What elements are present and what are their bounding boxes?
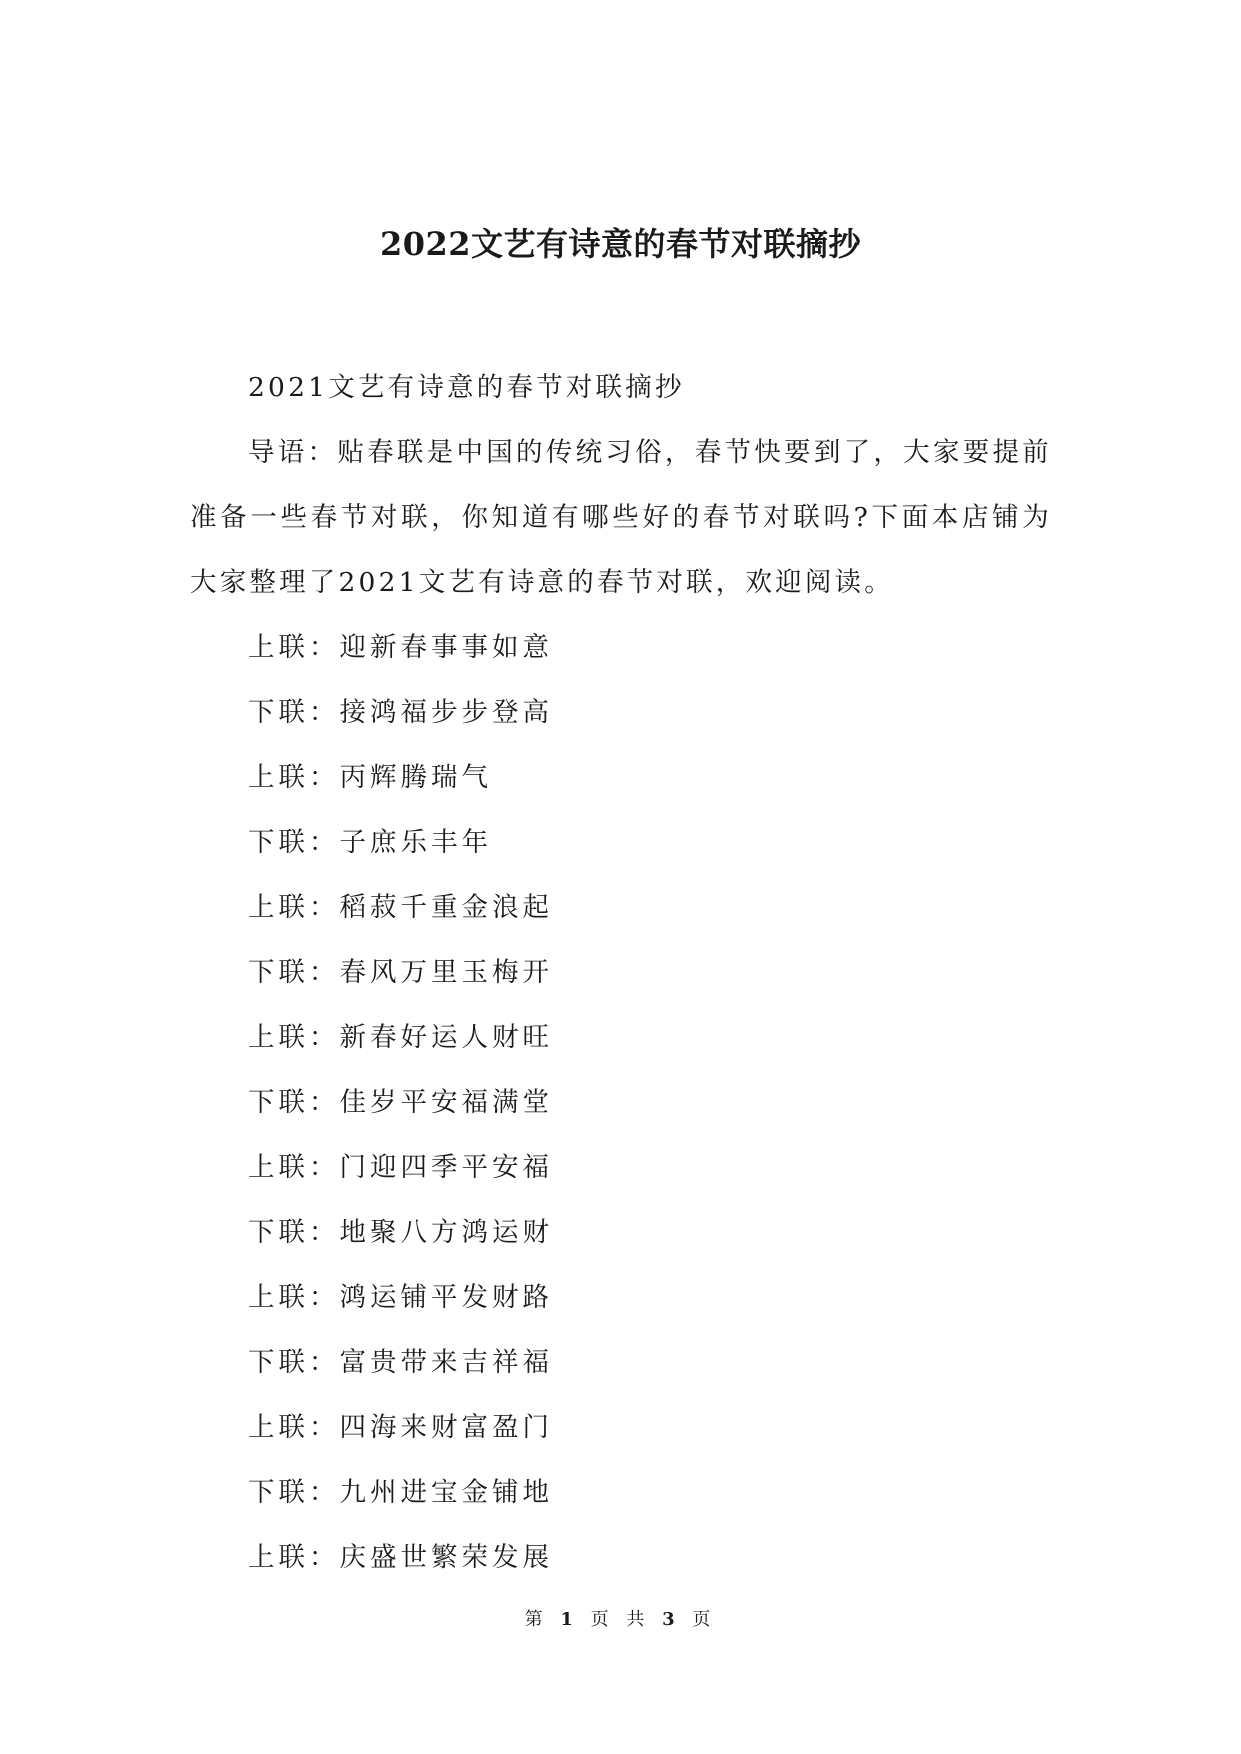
- couplet-line: 上联：稻菽千重金浪起: [248, 892, 553, 923]
- document-body: [190, 355, 1052, 1590]
- couplet-line: 下联：春风万里玉梅开: [248, 957, 553, 988]
- couplet-line: 下联：地聚八方鸿运财: [248, 1217, 553, 1248]
- page-footer: [0, 1608, 1241, 1632]
- couplet-line: 上联：新春好运人财旺: [248, 1022, 553, 1053]
- couplet-line: 上联：门迎四季平安福: [248, 1152, 553, 1183]
- couplet-line: 下联：子庶乐丰年: [248, 827, 492, 858]
- couplet-line: 上联：鸿运铺平发财路: [248, 1282, 553, 1313]
- subtitle-paragraph: 2021文艺有诗意的春节对联摘抄: [248, 372, 685, 403]
- couplet-line: 上联：丙辉腾瑞气: [248, 762, 492, 793]
- intro-paragraph: 导语：贴春联是中国的传统习俗，春节快要到了，大家要提前准备一些春节对联，你知道有哪些好的春节对联吗?下面本店铺为大家整理了2021文艺有诗意的春节对联，欢迎阅读。: [190, 437, 1052, 598]
- footer-suffix: 页: [692, 1609, 717, 1630]
- couplet-line: 下联：九州进宝金铺地: [248, 1477, 553, 1508]
- footer-total-pages: 3: [662, 1609, 681, 1630]
- couplet-line: 下联：富贵带来吉祥福: [248, 1347, 553, 1378]
- couplet-line: 上联：迎新春事事如意: [248, 632, 553, 663]
- couplet-line: 上联：庆盛世繁荣发展: [248, 1542, 553, 1573]
- couplet-line: 下联：佳岁平安福满堂: [248, 1087, 553, 1118]
- couplet-line: 上联：四海来财富盈门: [248, 1412, 553, 1443]
- footer-page-number: 1: [560, 1609, 579, 1630]
- page-title: 2022文艺有诗意的春节对联摘抄: [379, 225, 862, 263]
- couplet-line: 下联：接鸿福步步登高: [248, 697, 553, 728]
- footer-middle: 页 共: [590, 1609, 651, 1630]
- footer-prefix: 第: [524, 1609, 549, 1630]
